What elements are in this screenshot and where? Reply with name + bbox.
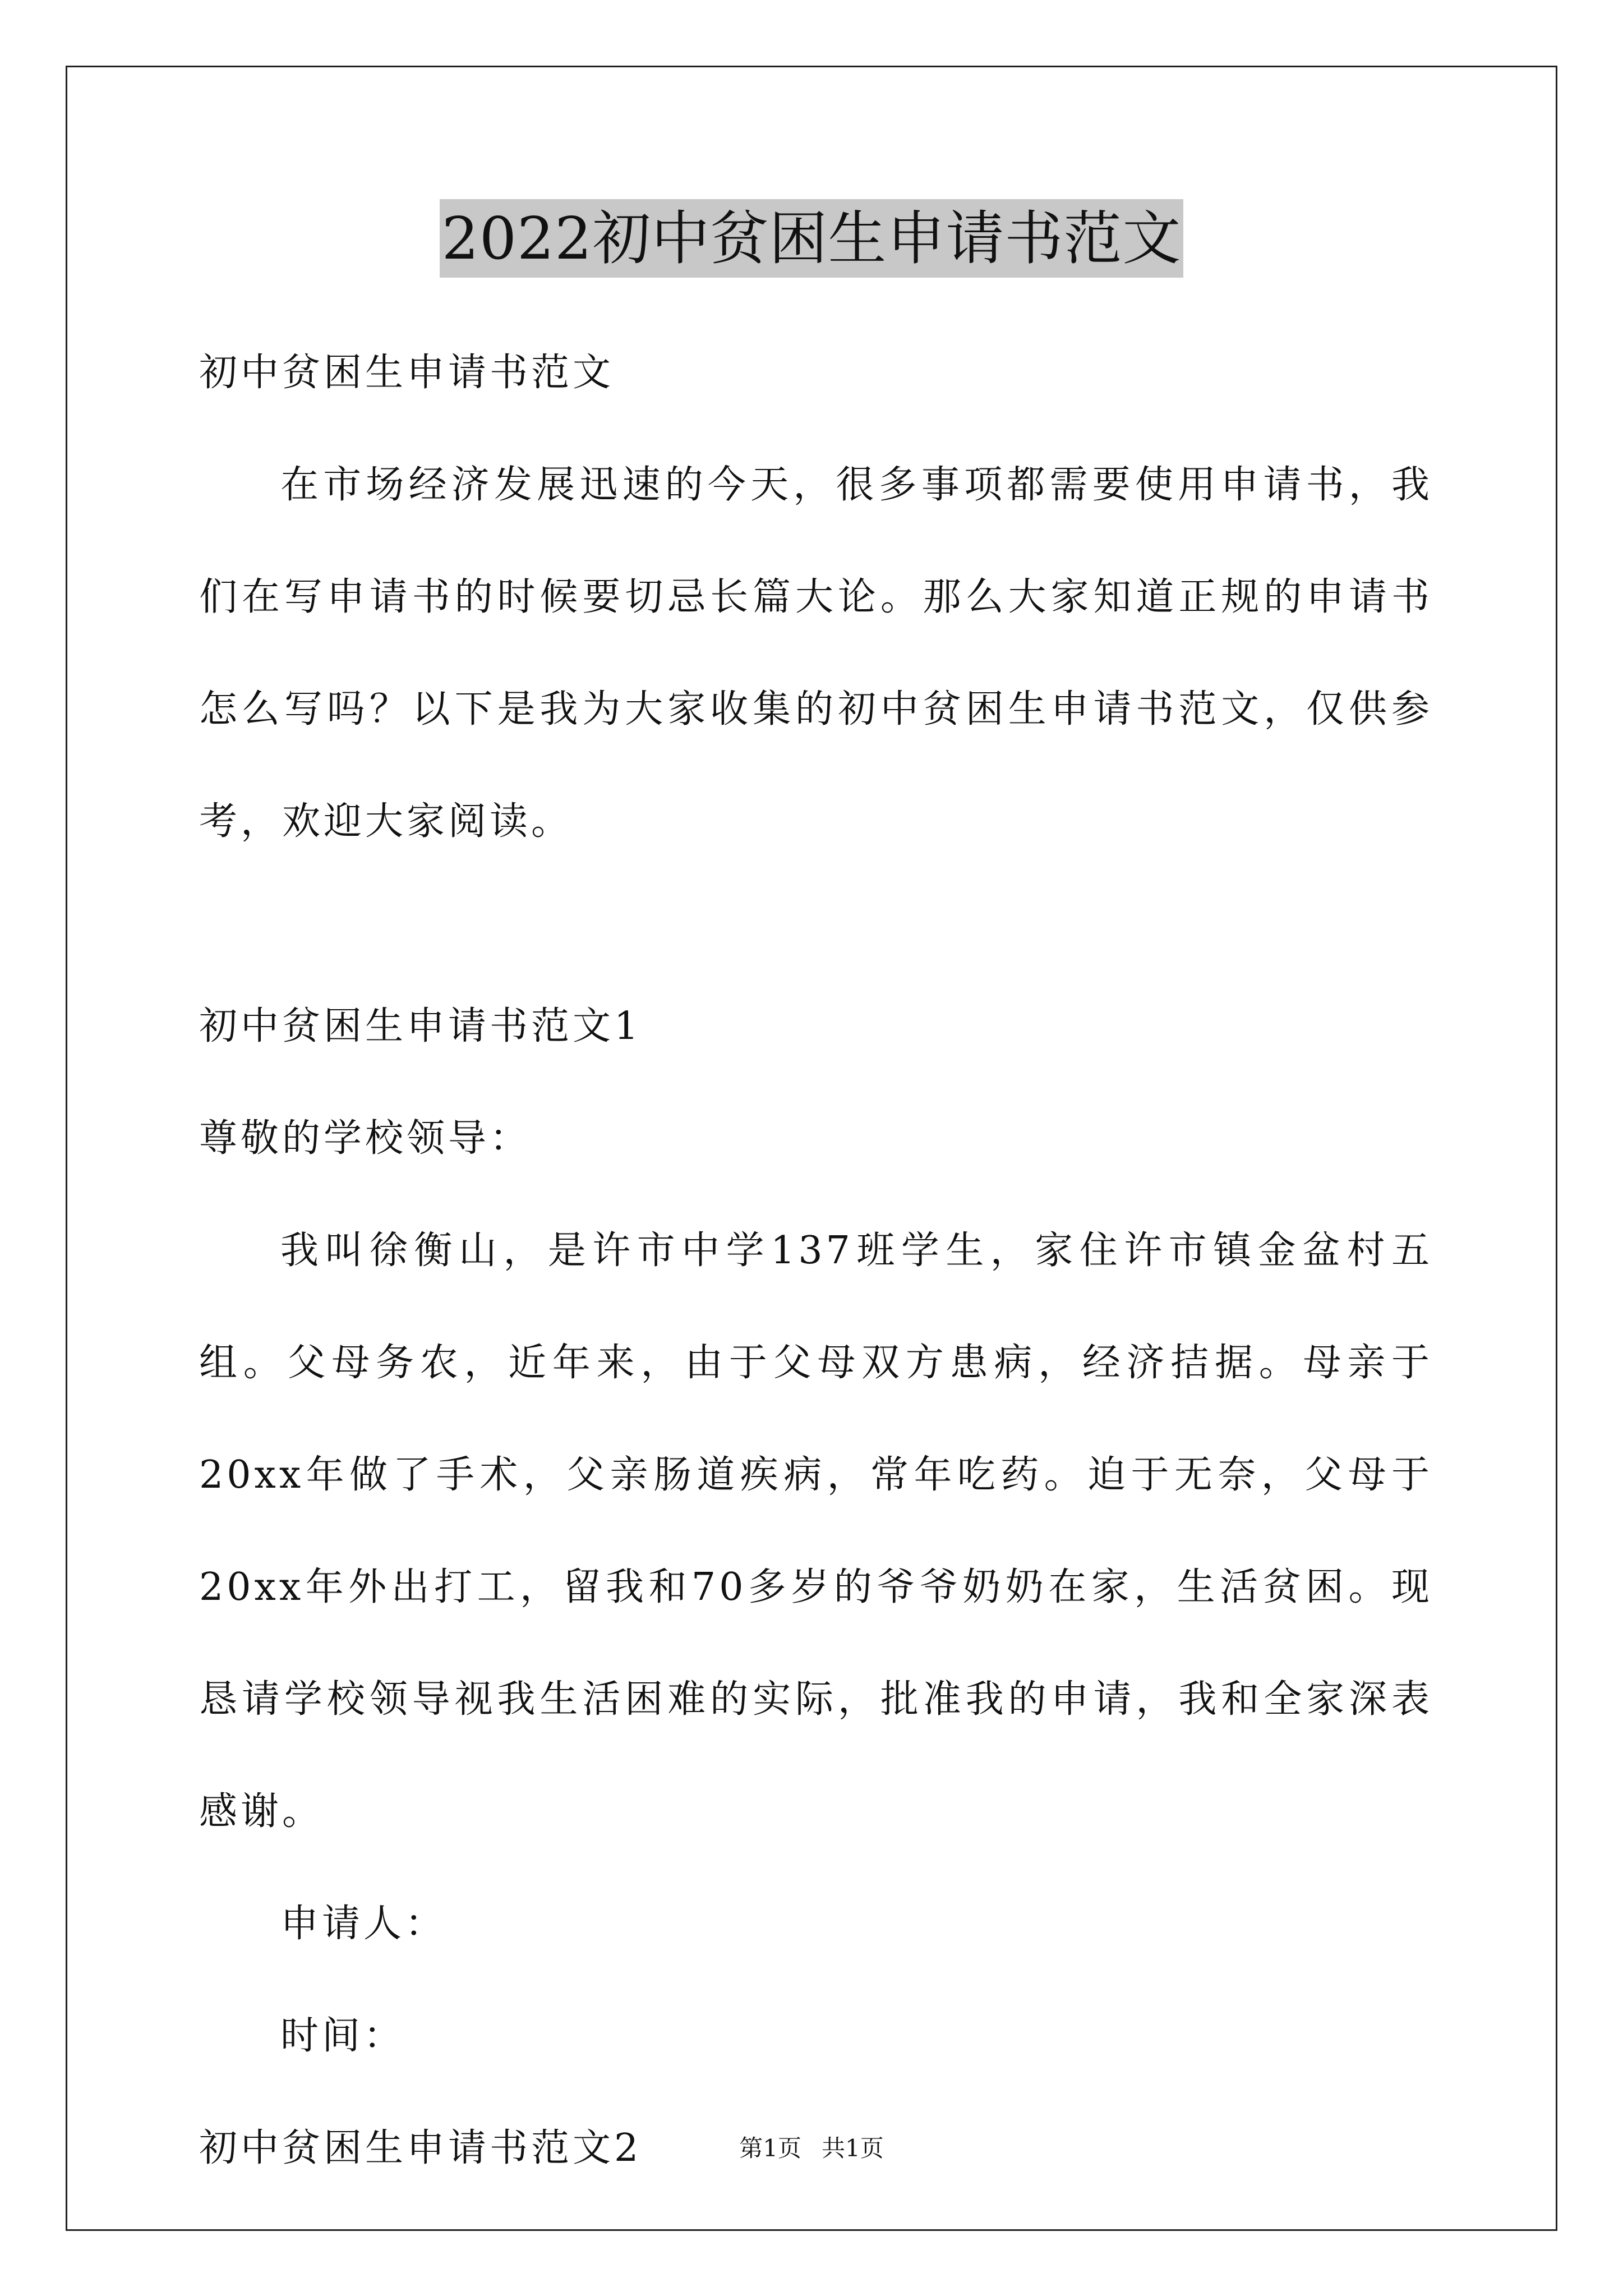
page-number: 第1页: [739, 2134, 801, 2162]
section1-heading: 初中贫困生申请书范文1: [199, 1004, 642, 1048]
applicant-label: 申请人：: [280, 1902, 447, 1946]
document-body: [199, 317, 1433, 2205]
section2-heading: 初中贫困生申请书范文2: [199, 2126, 642, 2170]
document-title: 2022初中贫困生申请书范文: [440, 199, 1184, 278]
salutation: 尊敬的学校领导：: [199, 1116, 532, 1161]
title-container: [0, 199, 1623, 278]
intro-paragraph: 在市场经济发展迅速的今天，很多事项都需要使用申请书，我们在写申请书的时候要切忌长篇大论。那么大家知道正规的申请书怎么写吗？以下是我为大家收集的初中贫困生申请书范文，仅供参考，欢迎大家阅读。: [199, 463, 1433, 844]
page-footer: [0, 2132, 1623, 2165]
section1-body: 我叫徐衡山，是许市中学137班学生，家住许市镇金盆村五组。父母务农，近年来，由于父母双方患病，经济拮据。母亲于20xx年做了手术，父亲肠道疾病，常年吃药。迫于无奈，父母于20xx年外出打工，留我和70多岁的爷爷奶奶在家，生活贫困。现恳请学校领导视我生活困难的实际，批准我的申请，我和全家深表感谢。: [199, 1228, 1433, 1834]
page-total: 共1页: [822, 2134, 884, 2162]
spacer: [199, 878, 1433, 970]
document-subtitle: 初中贫困生申请书范文: [199, 351, 615, 395]
time-label: 时间：: [280, 2014, 405, 2058]
